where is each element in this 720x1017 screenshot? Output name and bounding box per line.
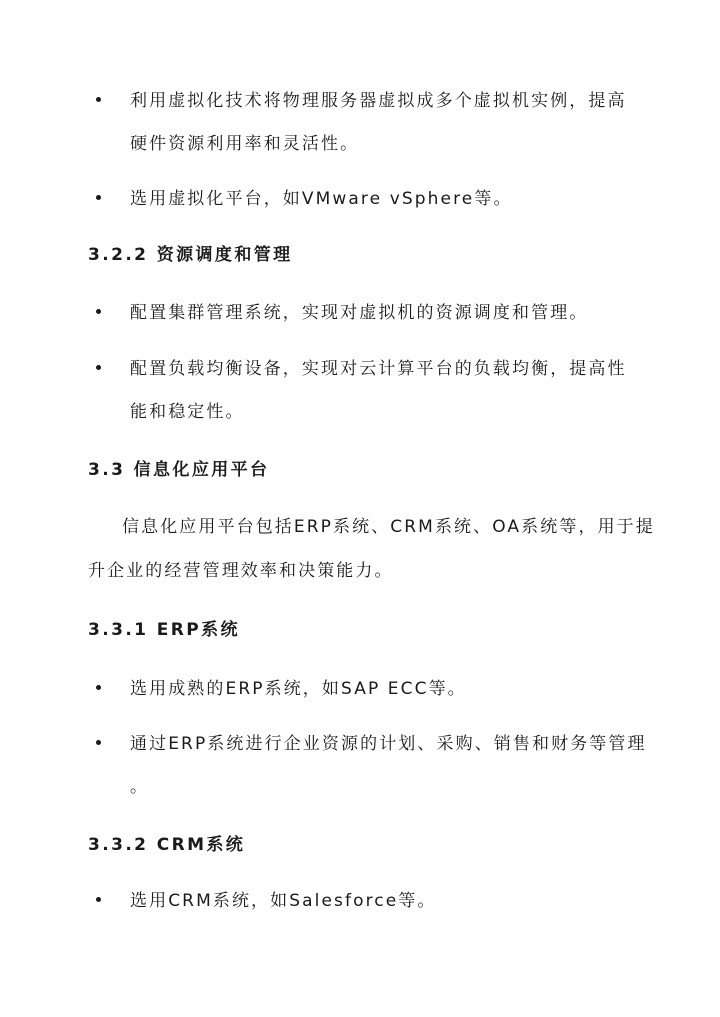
list-item-text: 配置集群管理系统，实现对虚拟机的资源调度和管理。 [130,303,589,323]
list-item-text: 选用CRM系统，如Salesforce等。 [130,891,437,911]
bullet-icon [96,740,101,745]
section-heading: 3.3.2 CRM系统 [88,835,246,855]
bullet-icon [96,897,101,902]
paragraph-line: 信息化应用平台包括ERP系统、CRM系统、OA系统等，用于提 [122,517,655,537]
list-item-text-continued: 。 [130,777,150,797]
bullet-icon [96,195,101,200]
list-item-text: 选用成熟的ERP系统，如SAP ECC等。 [130,679,467,699]
bullet-icon [96,685,101,690]
bullet-icon [96,365,101,370]
list-item-text-continued: 硬件资源利用率和灵活性。 [130,134,360,154]
list-item-text: 选用虚拟化平台，如VMware vSphere等。 [130,189,513,209]
section-heading: 3.2.2 资源调度和管理 [88,245,293,265]
section-heading: 3.3 信息化应用平台 [88,460,270,480]
bullet-icon [96,97,101,102]
bullet-icon [96,309,101,314]
list-item-text: 利用虚拟化技术将物理服务器虚拟成多个虚拟机实例，提高 [130,91,627,111]
list-item-text-continued: 能和稳定性。 [130,402,245,422]
list-item-text: 配置负载均衡设备，实现对云计算平台的负载均衡，提高性 [130,359,627,379]
section-heading: 3.3.1 ERP系统 [88,620,240,640]
list-item-text: 通过ERP系统进行企业资源的计划、采购、销售和财务等管理 [130,734,647,754]
paragraph-line: 升企业的经营管理效率和决策能力。 [88,561,394,581]
